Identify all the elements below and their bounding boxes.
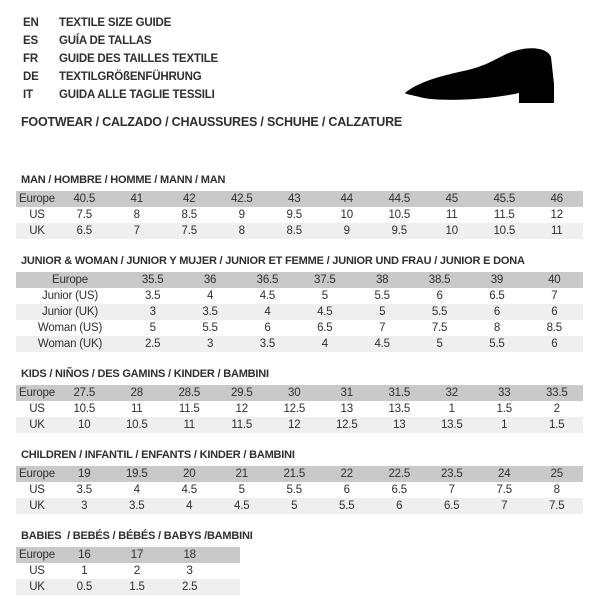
filler-cell: [216, 547, 240, 563]
row-label: Europe: [19, 387, 55, 399]
size-value: 6: [551, 306, 558, 318]
size-value: 5.5: [431, 306, 448, 318]
size-value: 4.5: [259, 290, 276, 302]
size-value: 8: [238, 225, 245, 237]
row-label: Junior (UK): [42, 306, 98, 318]
size-value: 1: [501, 419, 508, 431]
size-value: 43: [288, 193, 301, 205]
table-row: [16, 191, 583, 207]
table-row: [16, 288, 583, 304]
size-value: 1.5: [549, 419, 565, 431]
size-value: 28: [130, 387, 143, 399]
size-value: 7.5: [181, 225, 197, 237]
size-value: 19.5: [125, 468, 148, 480]
size-value: 10.5: [493, 225, 516, 237]
row-label: US: [29, 565, 45, 577]
size-value: 6: [343, 484, 350, 496]
size-value: 46: [550, 193, 563, 205]
size-value: 6: [493, 306, 501, 318]
size-value: 40: [548, 274, 561, 286]
size-value: 35.5: [141, 274, 164, 286]
size-value: 7.5: [549, 500, 565, 512]
language-text: GUÍA DE TALLAS: [59, 35, 152, 47]
size-value: 4: [206, 290, 214, 302]
row-label: UK: [29, 225, 45, 237]
size-value: 6: [436, 290, 443, 302]
size-value: 2: [133, 565, 141, 577]
table-row: [16, 207, 583, 223]
size-value: 42.5: [230, 193, 253, 205]
row-label: UK: [29, 500, 45, 512]
size-value: 20: [183, 468, 196, 480]
row-label: US: [29, 484, 45, 496]
size-value: 27.5: [73, 387, 96, 399]
size-value: 22: [340, 468, 353, 480]
size-value: 13.5: [388, 403, 411, 415]
size-value: 7: [379, 322, 386, 334]
size-value: 12: [288, 419, 301, 431]
size-value: 7.5: [76, 209, 92, 221]
table-row: [16, 482, 583, 498]
size-table-section: [16, 448, 600, 514]
size-value: 3.5: [202, 306, 218, 318]
size-value: 5.5: [374, 290, 390, 302]
size-value: 28.5: [178, 387, 201, 399]
size-value: 9: [238, 209, 245, 221]
size-value: 3.5: [76, 484, 92, 496]
category-title: FOOTWEAR / CALZADO / CHAUSSURES / SCHUHE / CALZATURE: [21, 115, 403, 129]
section-title: KIDS / NIÑOS / DES GAMINS / KINDER / BAMBINI: [21, 368, 269, 380]
table-row: [16, 547, 240, 563]
language-code: EN: [23, 17, 39, 29]
size-value: 5.5: [286, 484, 302, 496]
size-table-section: [16, 367, 600, 433]
size-value: 4: [133, 484, 140, 496]
filler-cell: [216, 563, 240, 579]
filler-cell: [216, 579, 240, 595]
size-value: 4: [321, 338, 328, 350]
section-title: MAN / HOMBRE / HOMME / MANN / MAN: [21, 174, 226, 186]
size-value: 3: [206, 338, 214, 350]
size-value: 2.5: [144, 338, 161, 350]
size-value: 10: [445, 225, 458, 237]
size-value: 1.5: [129, 581, 145, 593]
size-value: 1.5: [496, 403, 512, 415]
size-value: 3.5: [259, 338, 276, 350]
size-value: 41: [130, 193, 143, 205]
size-value: 6.5: [317, 322, 333, 334]
table-row: [16, 320, 583, 336]
language-code: FR: [23, 53, 38, 65]
size-value: 37.5: [314, 274, 336, 286]
row-label: Europe: [19, 549, 55, 561]
size-value: 13.5: [440, 419, 463, 431]
size-value: 5: [291, 500, 298, 512]
size-value: 12.5: [335, 419, 358, 431]
dress-shoe-icon: [398, 44, 568, 110]
row-label: Woman (US): [37, 322, 103, 334]
size-value: 33: [498, 387, 511, 399]
size-value: 8: [553, 484, 560, 496]
size-value: 11.5: [493, 209, 515, 221]
section-title: CHILDREN / INFANTIL / ENFANTS / KINDER / BAMBINI: [21, 449, 295, 461]
size-value: 22.5: [388, 468, 411, 480]
size-value: 6.5: [489, 290, 505, 302]
language-text: GUIDA ALLE TAGLIE TESSILI: [59, 89, 215, 101]
row-label: US: [29, 209, 45, 221]
size-value: 7: [133, 225, 140, 237]
size-value: 18: [183, 549, 196, 561]
size-value: 10.5: [125, 419, 148, 431]
size-value: 3.5: [129, 500, 145, 512]
table-row: [16, 385, 583, 401]
size-value: 0.5: [76, 581, 93, 593]
size-value: 9.5: [286, 209, 302, 221]
size-value: 45.5: [493, 193, 516, 205]
size-tables-container: [16, 173, 600, 595]
size-value: 4: [186, 500, 193, 512]
size-value: 4: [264, 306, 271, 318]
size-value: 12: [235, 403, 248, 415]
size-value: 8.5: [546, 322, 562, 334]
size-value: 39: [490, 274, 504, 286]
size-table: [16, 191, 583, 239]
size-value: 32: [445, 387, 458, 399]
size-value: 12: [550, 209, 563, 221]
size-value: 4.5: [374, 338, 390, 350]
size-value: 7: [448, 484, 455, 496]
size-value: 6: [396, 500, 403, 512]
size-value: 2: [553, 403, 560, 415]
size-value: 6.5: [444, 500, 460, 512]
size-value: 30: [288, 387, 301, 399]
size-value: 38: [375, 274, 389, 286]
row-label: Europe: [52, 274, 88, 286]
size-value: 6: [551, 338, 558, 350]
table-row: [16, 401, 583, 417]
table-row: [16, 272, 583, 288]
size-value: 36: [203, 274, 217, 286]
row-label: Junior (US): [42, 290, 98, 302]
size-value: 10.5: [73, 403, 96, 415]
size-value: 4.5: [234, 500, 250, 512]
size-value: 2.5: [181, 581, 198, 593]
size-value: 44: [340, 193, 353, 205]
row-label: Europe: [19, 193, 55, 205]
language-text: GUIDE DES TAILLES TEXTILE: [59, 53, 218, 65]
row-label: Woman (UK): [37, 338, 103, 350]
size-value: 7: [501, 500, 508, 512]
size-value: 7.5: [496, 484, 512, 496]
language-row: [23, 14, 600, 32]
size-value: 23.5: [440, 468, 463, 480]
table-row: [16, 223, 583, 239]
size-value: 4.5: [317, 306, 333, 318]
size-value: 3: [149, 306, 156, 318]
size-value: 5: [379, 306, 386, 318]
table-row: [16, 304, 583, 320]
size-value: 42: [183, 193, 196, 205]
size-value: 3.5: [144, 290, 161, 302]
size-value: 25: [550, 468, 563, 480]
size-value: 8.5: [286, 225, 302, 237]
size-value: 12.5: [283, 403, 306, 415]
size-value: 36.5: [256, 274, 279, 286]
size-value: 21.5: [283, 468, 306, 480]
size-value: 45: [445, 193, 458, 205]
size-value: 5: [238, 484, 245, 496]
size-value: 8: [493, 322, 501, 334]
size-value: 5.5: [489, 338, 505, 350]
size-value: 8.5: [181, 209, 197, 221]
size-value: 11: [130, 403, 143, 415]
language-code: DE: [23, 71, 39, 83]
size-value: 11: [550, 225, 563, 237]
size-value: 44.5: [388, 193, 411, 205]
size-value: 19: [78, 468, 91, 480]
size-value: 11: [445, 209, 458, 221]
size-value: 17: [130, 549, 144, 561]
size-value: 6.5: [76, 225, 92, 237]
size-value: 31: [340, 387, 353, 399]
size-value: 13: [393, 419, 406, 431]
size-value: 3: [81, 500, 88, 512]
size-guide-page: [0, 14, 600, 614]
language-code: ES: [23, 35, 38, 47]
size-value: 5.5: [202, 322, 218, 334]
size-value: 10: [340, 209, 353, 221]
size-value: 9: [343, 225, 350, 237]
size-value: 21: [235, 468, 248, 480]
row-label: Europe: [19, 468, 55, 480]
size-value: 29.5: [230, 387, 253, 399]
size-value: 5: [149, 322, 156, 334]
table-row: [16, 579, 240, 595]
size-value: 7.5: [431, 322, 448, 334]
size-value: 40.5: [73, 193, 96, 205]
size-value: 1: [448, 403, 455, 415]
table-row: [16, 498, 583, 514]
table-row: [16, 466, 583, 482]
section-title: JUNIOR & WOMAN / JUNIOR Y MUJER / JUNIOR ET FEMME / JUNIOR UND FRAU / JUNIOR E DONA: [21, 255, 525, 267]
row-label: UK: [29, 581, 45, 593]
size-value: 6: [264, 322, 271, 334]
size-table: [16, 272, 583, 352]
size-value: 10: [78, 419, 91, 431]
language-text: TEXTILGRÖßENFÜHRUNG: [59, 71, 202, 83]
size-value: 8: [133, 209, 140, 221]
size-value: 5: [436, 338, 443, 350]
size-value: 5: [321, 290, 328, 302]
row-label: UK: [29, 419, 45, 431]
section-title: BABIES / BEBÉS / BÉBÉS / BABYS /BAMBINI: [21, 530, 253, 542]
size-value: 13: [340, 403, 353, 415]
size-value: 16: [78, 549, 91, 561]
size-value: 24: [498, 468, 511, 480]
size-value: 31.5: [388, 387, 411, 399]
size-table-section: [16, 529, 600, 595]
size-value: 11.5: [178, 403, 200, 415]
size-value: 5.5: [339, 500, 355, 512]
row-label: US: [29, 403, 45, 415]
size-table: [16, 547, 240, 595]
table-row: [16, 336, 583, 352]
size-table-section: [16, 173, 600, 239]
size-table-section: [16, 254, 600, 352]
size-value: 38.5: [428, 274, 451, 286]
size-value: 11.5: [231, 419, 253, 431]
table-row: [16, 563, 240, 579]
size-value: 33.5: [545, 387, 568, 399]
language-text: TEXTILE SIZE GUIDE: [59, 17, 172, 29]
size-value: 11: [183, 419, 196, 431]
language-code: IT: [23, 89, 33, 101]
size-table: [16, 385, 583, 433]
table-row: [16, 417, 583, 433]
size-value: 10.5: [388, 209, 411, 221]
size-value: 4.5: [181, 484, 197, 496]
size-value: 6.5: [391, 484, 407, 496]
size-table: [16, 466, 583, 514]
size-value: 3: [186, 565, 193, 577]
size-value: 7: [551, 290, 558, 302]
size-value: 1: [81, 565, 88, 577]
size-value: 9.5: [391, 225, 407, 237]
